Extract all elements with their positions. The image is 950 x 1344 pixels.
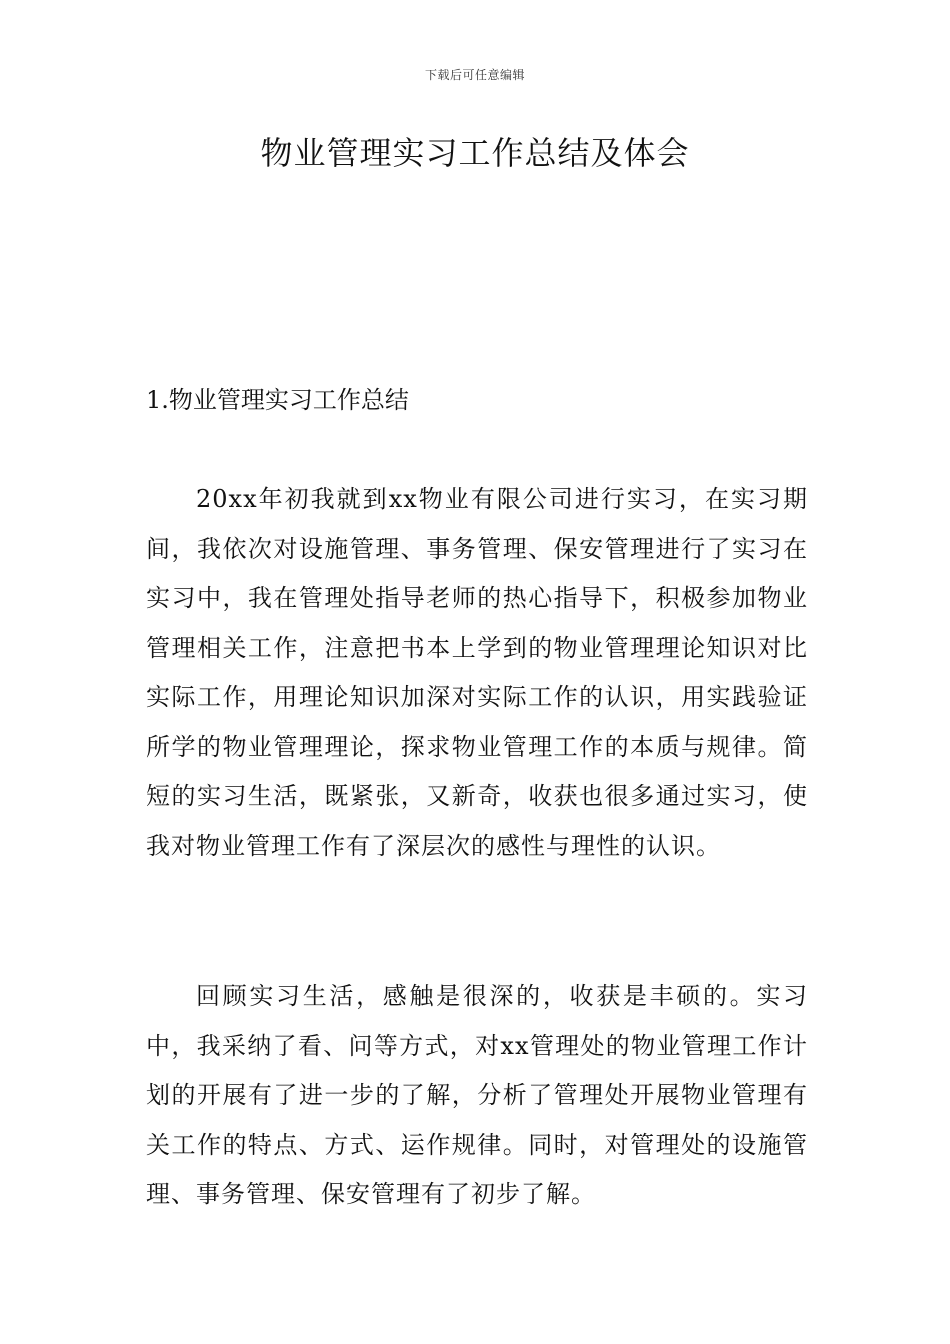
section-heading: 1.物业管理实习工作总结 — [146, 386, 409, 414]
document-title: 物业管理实习工作总结及体会 — [260, 134, 690, 172]
body-paragraph: 20xx年初我就到xx物业有限公司进行实习，在实习期间，我依次对设施管理、事务管理、保安管理进行了实习在实习中，我在管理处指导老师的热心指导下，积极参加物业管理相关工作，注意把书本上学到的物业管理理论知识对比实际工作，用理论知识加深对实际工作的认识，用实践验证所学的物业管理理论，探求物业管理工作的本质与规律。简短的实习生活，既紧张，又新奇，收获也很多通过实习，使我对物业管理工作有了深层次的感性与理性的认识。 — [146, 485, 808, 860]
header-note: 下载后可任意编辑 — [424, 68, 525, 82]
body-paragraph: 回顾实习生活，感触是很深的，收获是丰硕的。实习中，我采纳了看、问等方式，对xx管理处的物业管理工作计划的开展有了进一步的了解，分析了管理处开展物业管理有关工作的特点、方式、运作规律。同时，对管理处的设施管理、事务管理、保安管理有了初步了解。 — [146, 982, 808, 1208]
